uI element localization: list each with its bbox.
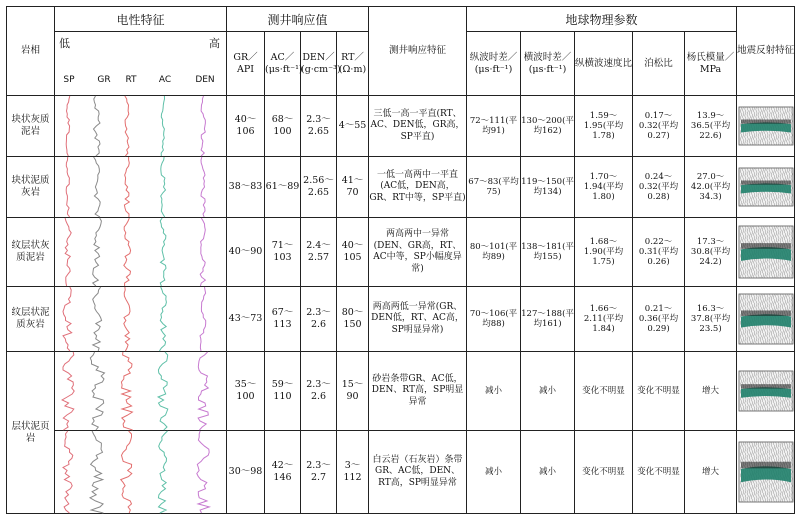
young-value: 13.9～36.5(平均22.6)	[685, 96, 737, 157]
facies-cell: 层状泥页岩	[7, 352, 55, 514]
log-curves	[55, 218, 227, 286]
s-slowness-value: 减小	[521, 352, 575, 431]
poisson-value: 0.17～0.32(平均0.27)	[633, 96, 685, 157]
curve-scale-header	[55, 32, 227, 96]
s-slowness-value: 138～181(平均155)	[521, 218, 575, 287]
log-curves-cell	[55, 96, 227, 157]
young-value: 16.3～37.8(平均23.5)	[685, 287, 737, 352]
seismic-cell	[737, 431, 795, 514]
log-curve-rt	[125, 96, 129, 156]
vpvs-value: 1.66～2.11(平均1.84)	[575, 287, 633, 352]
log-curve-den	[201, 96, 205, 156]
log-curve-gr	[93, 287, 102, 351]
seismic-trough	[741, 243, 791, 249]
seismic-trough	[741, 181, 791, 185]
col-rt: RT／(Ω·m)	[337, 32, 369, 96]
curve-label-gr: GR	[97, 75, 111, 85]
poisson-value: 变化不明显	[633, 352, 685, 431]
curve-label-den: DEN	[195, 75, 215, 85]
den-value: 2.4～2.57	[301, 218, 337, 287]
high-label: 高	[209, 37, 220, 50]
seismic-cell	[737, 157, 795, 218]
rt-value: 41～70	[337, 157, 369, 218]
low-label: 低	[59, 37, 70, 50]
vpvs-value: 变化不明显	[575, 352, 633, 431]
rt-value: 40～105	[337, 218, 369, 287]
log-curves-cell	[55, 287, 227, 352]
ac-value: 42～146	[265, 431, 301, 514]
log-curve-den	[198, 352, 208, 430]
curve-label-sp: SP	[63, 75, 75, 85]
ac-value: 67～113	[265, 287, 301, 352]
rt-value: 4～55	[337, 96, 369, 157]
col-ac: AC／(μs·ft⁻¹)	[265, 32, 301, 96]
ac-value: 59～110	[265, 352, 301, 431]
seismic-trough	[741, 462, 791, 469]
log-feature-text: 白云岩（石灰岩）条带GR、AC低，DEN、RT高，SP明显异常	[369, 431, 467, 514]
log-curve-ac	[161, 157, 166, 217]
rt-value: 80～150	[337, 287, 369, 352]
log-feature-text: 三低一高一平直(RT、AC、DEN低，GR高，SP平直)	[369, 96, 467, 157]
table-row	[7, 352, 795, 431]
p-slowness-value: 减小	[467, 352, 521, 431]
poisson-value: 0.22～0.31(平均0.26)	[633, 218, 685, 287]
col-gr: GR／API	[227, 32, 265, 96]
s-slowness-value: 127～188(平均161)	[521, 287, 575, 352]
p-slowness-value: 80～101(平均89)	[467, 218, 521, 287]
den-value: 2.3～2.7	[301, 431, 337, 514]
curve-label-ac: AC	[158, 75, 172, 85]
seismic-cell	[737, 218, 795, 287]
col-s-slowness: 横波时差／(μs·ft⁻¹)	[521, 32, 575, 96]
p-slowness-value: 减小	[467, 431, 521, 514]
log-curve-sp	[63, 431, 73, 513]
col-vpvs: 纵横波速度比	[575, 32, 633, 96]
den-value: 2.56～2.65	[301, 157, 337, 218]
ac-value: 68～100	[265, 96, 301, 157]
ac-value: 61～89	[265, 157, 301, 218]
poisson-value: 变化不明显	[633, 431, 685, 514]
log-curve-sp	[63, 287, 72, 351]
log-curve-rt	[124, 218, 131, 286]
col-young: 杨氏模量／MPa	[685, 32, 737, 96]
seismic-thumbnail	[739, 168, 793, 206]
young-value: 17.3～30.8(平均24.2)	[685, 218, 737, 287]
facies-cell: 块状泥质灰岩	[7, 157, 55, 218]
ac-value: 71～103	[265, 218, 301, 287]
log-curve-sp	[62, 352, 74, 430]
log-curves-cell	[55, 352, 227, 431]
col-p-slowness: 纵波时差／(μs·ft⁻¹)	[467, 32, 521, 96]
seismic-thumbnail	[739, 226, 793, 278]
seismic-thumbnail	[739, 371, 793, 411]
header-seismic: 地震反射特征	[737, 7, 795, 96]
seismic-cell	[737, 352, 795, 431]
log-curve-den	[197, 431, 210, 513]
vpvs-value: 1.68～1.90(平均1.75)	[575, 218, 633, 287]
log-curves	[55, 96, 227, 156]
log-curves-cell	[55, 218, 227, 287]
log-curve-ac	[160, 218, 166, 286]
seismic-trough	[741, 120, 791, 124]
p-slowness-value: 67～83(平均75)	[467, 157, 521, 218]
log-curves	[55, 157, 227, 217]
p-slowness-value: 70～106(平均88)	[467, 287, 521, 352]
log-curve-rt	[124, 157, 129, 217]
vpvs-value: 1.70～1.94(平均1.80)	[575, 157, 633, 218]
young-value: 27.0～42.0(平均34.3)	[685, 157, 737, 218]
table-row	[7, 287, 795, 352]
header-log-values: 测井响应值	[227, 7, 369, 32]
curve-label-rt: RT	[125, 75, 137, 85]
log-curve-gr	[93, 218, 102, 286]
gr-value: 38～83	[227, 157, 265, 218]
rt-value: 15～90	[337, 352, 369, 431]
log-curve-gr	[94, 96, 101, 156]
log-curve-den	[200, 287, 206, 351]
table-row	[7, 218, 795, 287]
table-row	[7, 431, 795, 514]
header-facies: 岩相	[7, 7, 55, 96]
log-curve-gr	[90, 431, 103, 513]
table-row	[7, 157, 795, 218]
log-curve-rt	[124, 287, 130, 351]
log-curve-rt	[121, 352, 132, 430]
gr-value: 40～106	[227, 96, 265, 157]
log-curve-ac	[161, 96, 164, 156]
gr-value: 30～98	[227, 431, 265, 514]
seismic-cell	[737, 96, 795, 157]
log-curves	[55, 352, 227, 430]
log-curve-sp	[66, 157, 69, 217]
seismic-cell	[737, 287, 795, 352]
facies-cell: 纹层状灰质泥岩	[7, 218, 55, 287]
log-feature-text: 一低一高两中一平直(AC低，DEN高，GR、RT中等，SP平直)	[369, 157, 467, 218]
log-curves-cell	[55, 431, 227, 514]
header-log-features: 测井响应特征	[369, 7, 467, 96]
facies-cell: 纹层状泥质灰岩	[7, 287, 55, 352]
log-curve-gr	[90, 352, 104, 430]
log-feature-text: 两高两低一异常(GR、DEN低，RT、AC高，SP明显异常)	[369, 287, 467, 352]
col-poisson: 泊松比	[633, 32, 685, 96]
p-slowness-value: 72～111(平均91)	[467, 96, 521, 157]
poisson-value: 0.21～0.36(平均0.29)	[633, 287, 685, 352]
den-value: 2.3～2.6	[301, 352, 337, 431]
log-curve-ac	[159, 287, 166, 351]
log-curve-den	[201, 157, 205, 217]
log-curve-gr	[94, 157, 101, 217]
s-slowness-value: 119～150(平均134)	[521, 157, 575, 218]
log-curve-sp	[65, 218, 71, 286]
poisson-value: 0.24～0.32(平均0.28)	[633, 157, 685, 218]
young-value: 增大	[685, 352, 737, 431]
log-feature-text: 砂岩条带GR、AC低，DEN、RT高，SP明显异常	[369, 352, 467, 431]
facies-cell: 块状灰质泥岩	[7, 96, 55, 157]
gr-value: 35～100	[227, 352, 265, 431]
vpvs-value: 1.59～1.95(平均1.78)	[575, 96, 633, 157]
s-slowness-value: 减小	[521, 431, 575, 514]
s-slowness-value: 130～200(平均162)	[521, 96, 575, 157]
seismic-thumbnail	[739, 294, 793, 344]
seismic-thumbnail	[739, 442, 793, 502]
header-electrical: 电性特征	[55, 7, 227, 32]
col-den: DEN／(g·cm⁻³)	[301, 32, 337, 96]
vpvs-value: 变化不明显	[575, 431, 633, 514]
log-curve-den	[200, 218, 205, 286]
young-value: 增大	[685, 431, 737, 514]
den-value: 2.3～2.6	[301, 287, 337, 352]
rt-value: 3～112	[337, 431, 369, 514]
log-feature-text: 两高两中一异常(DEN、GR高，RT、AC中等，SP小幅度异常)	[369, 218, 467, 287]
header-geophysics: 地球物理参数	[467, 7, 737, 32]
gr-value: 40～90	[227, 218, 265, 287]
log-curves	[55, 431, 227, 513]
log-curve-sp	[66, 96, 70, 156]
log-curve-rt	[121, 431, 132, 513]
table-row	[7, 96, 795, 157]
log-curve-ac	[158, 352, 168, 430]
gr-value: 43～73	[227, 287, 265, 352]
log-curve-ac	[158, 431, 167, 513]
seismic-thumbnail	[739, 107, 793, 145]
den-value: 2.3～2.65	[301, 96, 337, 157]
log-curves-cell	[55, 157, 227, 218]
seismic-trough	[741, 384, 791, 388]
seismic-trough	[741, 310, 791, 316]
facies-log-table	[6, 6, 795, 514]
log-curves	[55, 287, 227, 351]
